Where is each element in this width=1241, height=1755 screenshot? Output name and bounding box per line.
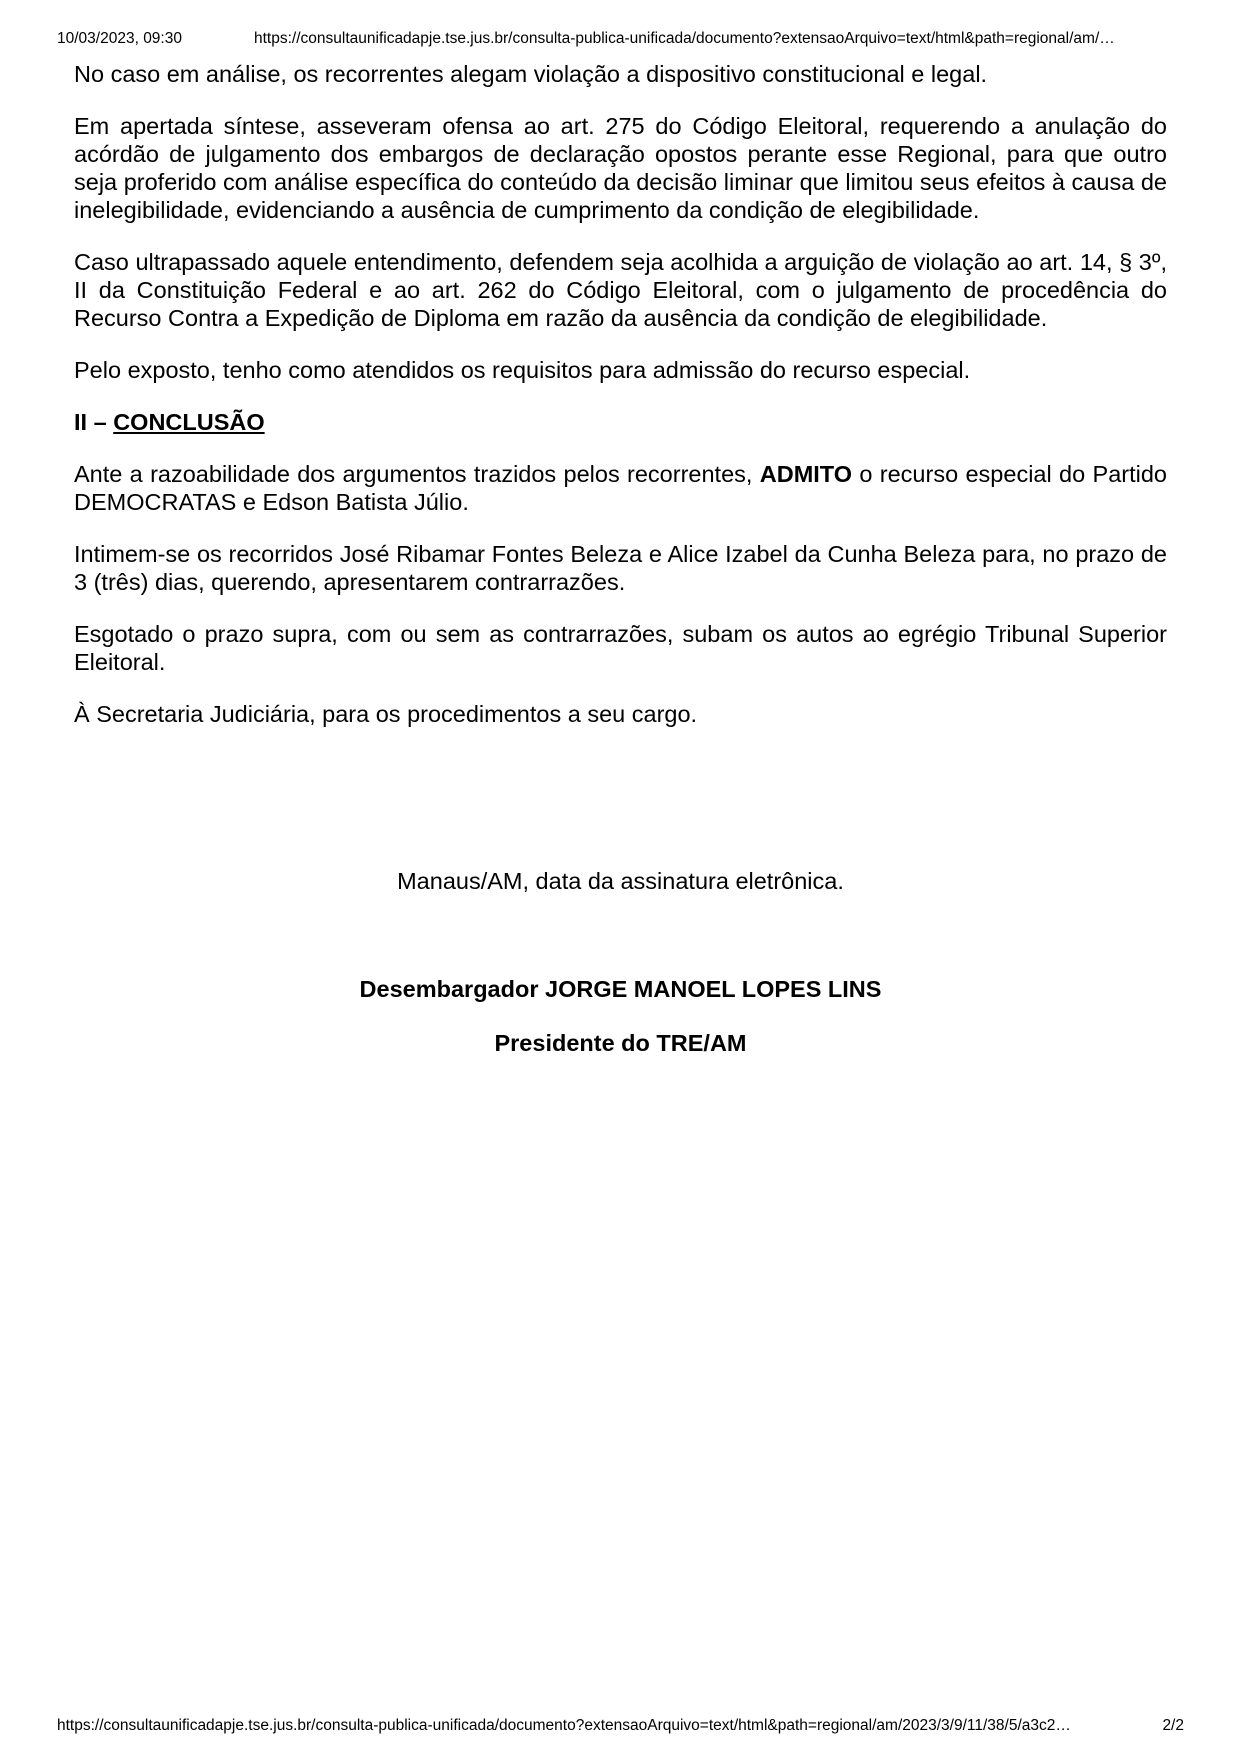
paragraph-secretariat: À Secretaria Judiciária, para os procedimentos a seu cargo. [74, 701, 698, 727]
section-title: CONCLUSÃO [113, 409, 265, 435]
paragraph-deadline: Esgotado o prazo supra, com ou sem as contrarrazões, subam os autos ao egrégio Tribunal Superior Eleitoral. [74, 621, 1167, 675]
signer-role: Presidente do TRE/AM [494, 1030, 747, 1056]
paragraph-alternative-argument: Caso ultrapassado aquele entendimento, defendem seja acolhida a arguição de violação ao art. 14, § 3º, II da Constituição Federal e ao art. 262 do Código Eleitoral, com o julgamento de procedência do Recurso Contra a Expedição de Diploma em razão da ausência da condição de elegibilidade. [74, 249, 1167, 331]
admission-keyword: ADMITO [759, 461, 853, 487]
paragraph-admission [74, 460, 1167, 516]
paragraph-analysis: No caso em análise, os recorrentes alegam violação a dispositivo constitucional e legal. [74, 61, 988, 87]
section-number: II – [74, 409, 114, 435]
section-heading-conclusion [74, 408, 1167, 436]
print-datetime: 10/03/2023, 09:30 [57, 30, 182, 47]
print-header-url: https://consultaunificadapje.tse.jus.br/consulta-publica-unificada/documento?extensaoArquivo=text/html&path=regional/am/… [254, 30, 1115, 47]
paragraph-requirements: Pelo exposto, tenho como atendidos os requisitos para admissão do recurso especial. [74, 357, 971, 383]
signature-place-date: Manaus/AM, data da assinatura eletrônica. [397, 868, 844, 894]
paragraph-synthesis: Em apertada síntese, asseveram ofensa ao art. 275 do Código Eleitoral, requerendo a anulação do acórdão de julgamento dos embargos de declaração opostos perante esse Regional, para que outro seja proferido com análise específica do conteúdo da decisão liminar que limitou seus efeitos à causa de inelegibilidade, evidenciando a ausência de cumprimento da condição de elegibilidade. [74, 113, 1167, 223]
print-header [57, 30, 1184, 50]
admission-text-before: Ante a razoabilidade dos argumentos trazidos pelos recorrentes, [74, 461, 760, 487]
admission-text-after: o recurso especial do Partido DEMOCRATAS e Edson Batista Júlio. [74, 461, 1167, 515]
print-footer-url: https://consultaunificadapje.tse.jus.br/consulta-publica-unificada/documento?extensaoArquivo=text/html&path=regional/am/2023/3/9/11/38/5/a3c2… [57, 1717, 1071, 1734]
page-number: 2/2 [1162, 1717, 1184, 1734]
print-footer [57, 1717, 1184, 1737]
document-body [74, 60, 1167, 752]
paragraph-summons: Intimem-se os recorridos José Ribamar Fontes Beleza e Alice Izabel da Cunha Beleza para, no prazo de 3 (três) dias, querendo, apresentarem contrarrazões. [74, 541, 1167, 595]
signer-name: Desembargador JORGE MANOEL LOPES LINS [359, 976, 882, 1002]
